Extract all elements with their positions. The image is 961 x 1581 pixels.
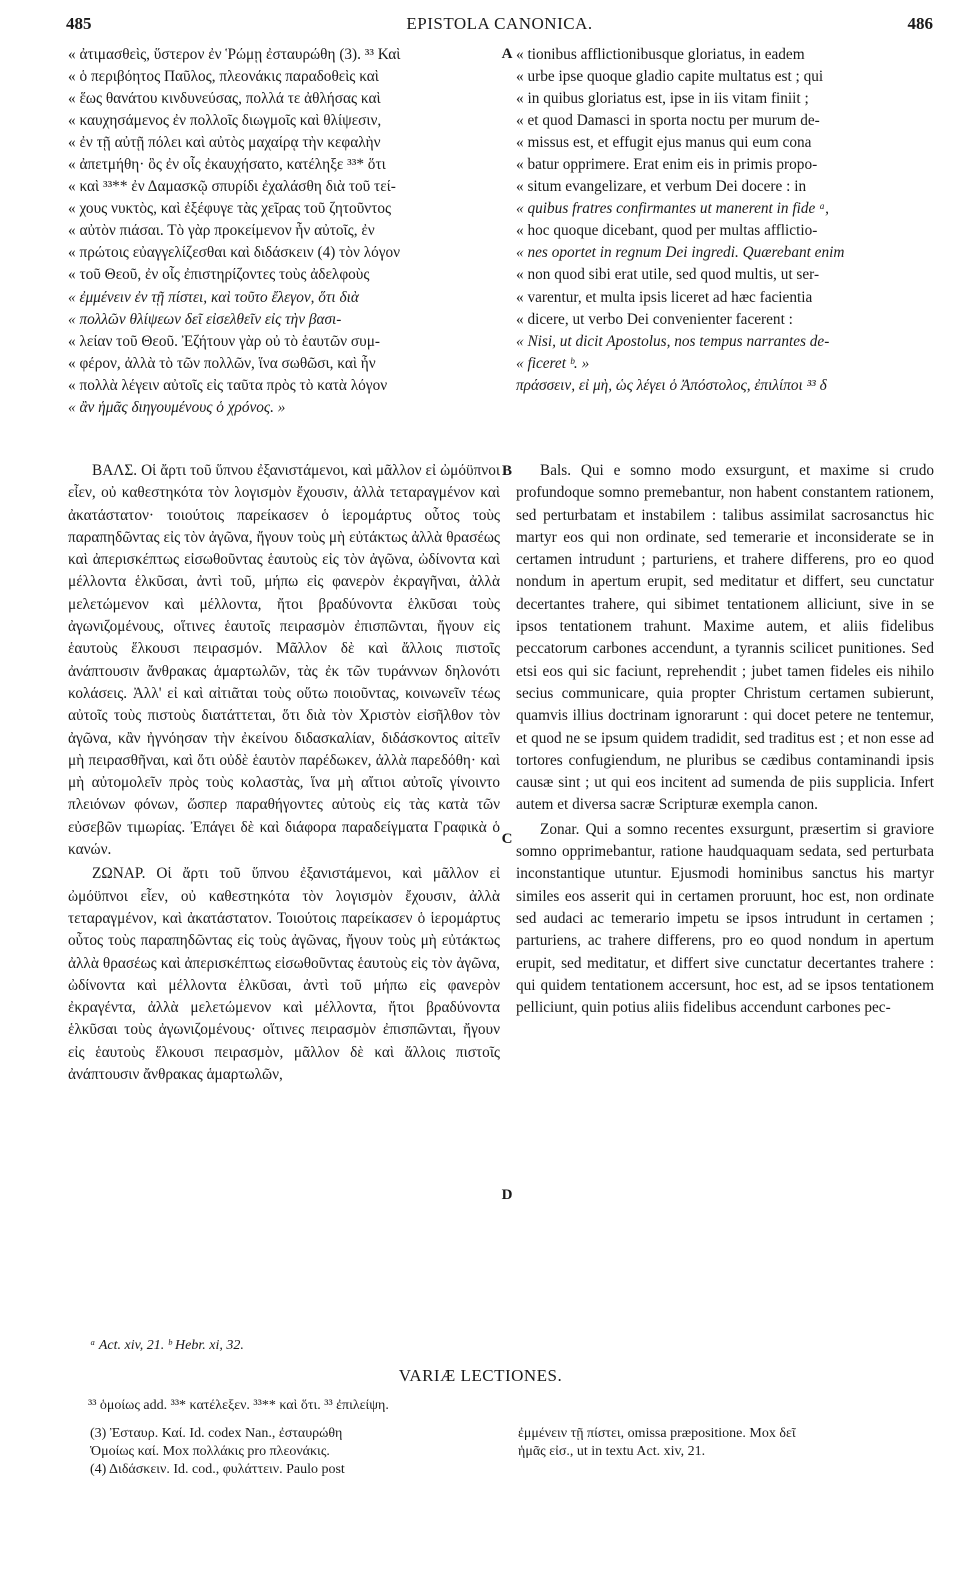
note-line: (4) Διδάσκειν. Id. cod., φυλάττειν. Paulo post	[90, 1462, 345, 1477]
text-line: « ἀπετμήθη· ὃς ἐν οἷς ἐκαυχήσατο, κατέληξε ³³* ὅτι	[68, 156, 386, 174]
text-line: « πολλῶν θλίψεων δεῖ εἰσελθεῖν εἰς τὴν βασι-	[68, 310, 342, 328]
text-line: « ὁ περιβόητος Παῦλος, πλεονάκις παραδοθεὶς καὶ	[68, 68, 379, 86]
editorial-notes-left	[90, 1425, 502, 1479]
text-line: « ἐμμένειν ἐν τῇ πίστει, καὶ τοῦτο ἔλεγον, ὅτι διὰ	[68, 288, 359, 306]
running-header	[66, 14, 933, 40]
text-line: « ἂν ἡμᾶς διηγουμένους ὁ χρόνος. »	[68, 398, 286, 416]
variae-lectiones-heading: VARIÆ LECTIONES.	[398, 1366, 563, 1385]
text-line: « ἕως θανάτου κινδυνεύσας, πολλά τε ἀθλήσας καὶ	[68, 90, 381, 108]
margin-letter-a: A	[501, 46, 513, 62]
margin-letter-b: B	[501, 463, 512, 479]
note-line: (3) Ἐσταυρ. Καί. Id. codex Nan., ἐσταυρώθη	[90, 1426, 343, 1441]
text-line: πράσσειν, εἰ μὴ, ὡς λέγει ὁ Ἀπόστολος, ἐπιλίποι ³³ δ	[516, 376, 827, 394]
text-line: « αὐτὸν πιάσαι. Τὸ γὰρ προκείμενον ἦν αὐτοῖς, ἐν	[68, 222, 375, 240]
editorial-notes-right	[518, 1425, 934, 1461]
text-line: « πρώτοις εὐαγγελίζεσθαι καὶ διδάσκειν (4) τὸν λόγον	[68, 244, 401, 262]
text-line: « batur opprimere. Erat enim eis in primis propo-	[516, 156, 818, 174]
text-line: « καὶ ³³** ἐν Δαμασκῷ σπυρίδι ἐχαλάσθη διὰ τοῦ τεί-	[68, 178, 396, 196]
variant-readings-row: ³³ ὁμοίως add. ³³* κατέλεξεν. ³³** καὶ ὅτι. ³³ ἐπιλείψη.	[88, 1398, 389, 1413]
text-line: « ἀτιμασθεὶς, ὕστερον ἐν Ῥώμῃ ἐσταυρώθη (3). ³³ Καὶ	[68, 46, 401, 63]
greek-quote-column	[68, 44, 502, 419]
margin-letter-d: D	[501, 1187, 513, 1203]
running-title: EPISTOLA CANONICA.	[406, 14, 593, 33]
text-line: « hoc quoque dicebant, quod per multas afflictio-	[516, 222, 818, 240]
text-line: « tionibus afflictionibusque gloriatus, in eadem	[516, 46, 805, 63]
page-number-left: 485	[66, 14, 92, 33]
note-line: ἐμμένειν τῇ πίστει, omissa præpositione. Mox δεῖ	[518, 1426, 796, 1441]
text-line: « dicere, ut verbo Dei convenienter facerent :	[516, 310, 793, 328]
text-line: « in quibus gloriatus est, ipse in iis vitam finiit ;	[516, 90, 809, 108]
note-line: ἡμᾶς εἰσ., ut in textu Act. xiv, 21.	[518, 1444, 706, 1459]
text-line: « non quod sibi erat utile, sed quod multis, ut ser-	[516, 266, 820, 284]
latin-quote-column	[516, 44, 934, 397]
text-line: « situm evangelizare, et verbum Dei docere : in	[516, 178, 807, 196]
text-line: « λείαν τοῦ Θεοῦ. Ἐζήτουν γὰρ οὐ τὸ ἑαυτῶν συμ-	[68, 332, 380, 350]
note-line: Ὁμοίως καί. Mox πολλάκις pro πλεονάκις.	[90, 1444, 330, 1459]
balsamon-latin-paragraph: Bals. Qui e somno modo exsurgunt, et maxime si crudo profundoque somno premebantur, non habent constantem rationem, sed perturbatam et instabilem : talibus assimilat sacrosanctus hic martyr eos qui non ordinate, sed temerarie et inconsiderate se in certamen intrudunt ; parturiens, et trahere differens, pro eo quod nondum in apertum erupit, sed meditatur et differt, seu cunctatur decertantes trahere, qui sibimet tentationem alliciunt, sive in se ipsos tentationem trahunt. Maxime autem, et aliis fidelibus peccatorum carbones accendunt, a tyrannis scilicet punitiones. Sed etsi eos qui sic faciunt, reprehendit ; jubet tamen fideles eis nihilo secius communicare, quia propter Christum certamen subierunt, quamvis illius doctrinam ignorarunt : qui docet petere ne tentemur, et quod ne se ipsum quidem tradidit, sed traditus est ; et non esse ad tortores confugiendum, ne pluribus se cædibus contaminandi ipsis causæ sint ; ut qui eos incitent ad sumenda de piis supplicia. Infert autem et diversa sacræ Scripturæ exempla canon.	[516, 462, 934, 814]
text-line: « quibus fratres confirmantes ut manerent in fide ᵃ,	[516, 200, 830, 218]
text-line: « varentur, et multa ipsis liceret ad hæc facientia	[516, 288, 813, 306]
text-line: « φέρον, ἀλλὰ τὸ τῶν πολλῶν, ἵνα σωθῶσι, καὶ ἦν	[68, 354, 376, 372]
margin-letter-c: C	[501, 831, 513, 847]
latin-commentary-column	[516, 460, 934, 1019]
text-line: « nes oportet in regnum Dei ingredi. Quærebant enim	[516, 244, 845, 262]
footnotes: ᵃ Act. xiv, 21. ᵇ Hebr. xi, 32.	[90, 1338, 244, 1353]
text-line: « Nisi, ut dicit Apostolus, nos tempus narrantes de-	[516, 332, 830, 350]
text-line: « missus est, et effugit ejus manus qui eum cona	[516, 134, 812, 152]
page-number-right: 486	[907, 14, 933, 33]
text-line: « καυχησάμενος ἐν πολλοῖς διωγμοῖς καὶ θλίψεσιν,	[68, 112, 382, 130]
greek-commentary-column	[68, 460, 500, 1086]
text-line: « et quod Damasci in sporta noctu per murum de-	[516, 112, 820, 130]
text-line: « urbe ipse quoque gladio capite multatus est ; qui	[516, 68, 824, 86]
text-line: « τοῦ Θεοῦ, ἐν οἷς ἐπιστηρίζοντες τοὺς ἀδελφοὺς	[68, 266, 370, 284]
text-line: « χους νυκτὸς, καὶ ἐξέφυγε τὰς χεῖρας τοῦ ζητοῦντος	[68, 200, 392, 218]
text-line: « ἐν τῇ αὐτῇ πόλει καὶ αὐτὸς μαχαίρᾳ τὴν κεφαλὴν	[68, 134, 381, 152]
text-line: « ficeret ᵇ. »	[516, 354, 590, 372]
balsamon-greek-paragraph: ΒΑΛΣ. Οἱ ἄρτι τοῦ ὕπνου ἐξανιστάμενοι, καὶ μᾶλλον εἰ ὠμόϋπνοι εἶεν, οὐ καθεστηκότα τὸν λογισμὸν ἔχουσιν, ἀλλὰ τεταραγμένον καὶ ἀκατάστατον· τοιούτοις παρείκασεν ὁ ἱερομάρτυς οὗτος τοὺς παραπηδῶντας εἰς τὸν ἀγῶνα, ἤγουν τοὺς μὴ εὐτάκτως ἀλλὰ θρασέως καὶ ἀπερισκέπτως εἰσωθοῦντας ἑαυτοὺς εἰς τὸν ἀγῶνα, ὠδίνοντα καὶ μέλλοντα ἑλκῦσαι, ἀντὶ τοῦ, μήπω εἰς φανερὸν ἐκραγῆναι, ἀλλὰ μελετώμενον καὶ μέλλοντα, ἤτοι βραδύνοντα ἑλκῦσαι τοὺς ἀγωνιζομένους, οἵτινες ἑαυτοῖς πειρασμὸν ἐπισπῶνται, ἤγουν εἰς ἑαυτοὺς ἕλκουσι πειρασμόν. Μᾶλλον δὲ καὶ ἄλλοις πιστοῖς ἀνάπτουσιν ἄνθρακας ἁμαρτωλῶν, τὰς ἐκ τῶν τυράννων δηλονότι κολάσεις. Ἀλλ' εἰ καὶ αἰτιᾶται τοὺς οὕτω ποιοῦντας, κοινωνεῖν τέως αὐτοῖς τοὺς πιστοὺς διατάττεται, ὅτι διὰ τὸν Χριστὸν εἰσῆλθον τὸν ἀγῶνα, κἂν ἠγνόησαν τὴν ἐκείνου διδασκαλίαν, διδάσκοντος αἰτεῖν μὴ πειρασθῆναι, καὶ ὅτι οὐδὲ ἑαυτὸν παρέδωκεν, ἀλλὰ παρεδόθη· καὶ μὴ αὐτομολεῖν πρὸς τοὺς κολαστὰς, ἵνα μὴ αἴτιοι αὐτοῖς γίνοιντο πλειόνων φόνων, ὥσπερ παραθήγοντες αὐτοὺς εἰς τὰς κατὰ τῶν εὐσεβῶν τιμωρίας. Ἐπάγει δὲ καὶ διάφορα παραδείγματα Γραφικὰ ὁ κανών.	[68, 462, 500, 859]
zonaras-latin-paragraph: Zonar. Qui a somno recentes exsurgunt, præsertim si graviore somno opprimebantur, ratione haudquaquam sedata, sed perturbata inconstantique utuntur. Ejusmodi hominibus sanctus his martyr similes eos asserit qui in certamen proruunt, hoc est, non ordinate sed audaci ac temerario impetu se ipsos intrudunt in certamen ; parturiens, ac trahere differens, pro eo quod nondum in apertum erupit, sed meditatur, et differt sive cunctatur decertantes trahere : qui quidem tentationem accersunt, hoc est, ad se ipsos tentationem pelliciunt, quin potius aliis fidelibus accendunt carbones pec-	[516, 820, 934, 1017]
text-line: « πολλὰ λέγειν αὐτοῖς εἰς ταῦτα πρὸς τὸ κατὰ λόγον	[68, 376, 388, 394]
zonaras-greek-paragraph: ΖΩΝΑΡ. Οἱ ἄρτι τοῦ ὕπνου ἐξανιστάμενοι, καὶ μᾶλλον εἰ ὠμόϋπνοι εἶεν, οὐ καθεστηκότα τὸν λογισμὸν ἔχουσιν, ἀλλὰ τεταραγμένον, καὶ ἀκατάστατον. Τοιούτοις παρείκασεν ὁ ἱερομάρτυς οὗτος τοὺς παραπηδῶντας εἰς τοὺς ἀγῶνας, ἤγουν τοὺς μὴ εὐτάκτως ἀλλὰ θρασέως καὶ ἀπερισκέπτως εἰσωθοῦντας ἑαυτοὺς εἰς τὸν ἀγῶνα, ὠδίνοντα καὶ μέλλοντα ἑλκῦσαι, ἀντὶ τοῦ μήπω εἰς φανερὸν ἐκραγέντα, ἀλλὰ μελετώμενον καὶ μέλλοντα, ἤτοι βραδύνοντα ἑλκῦσαι τοὺς ἀγωνιζομένους· οἵτινες πειρασμὸν ἐπισπῶνται, ἤγουν εἰς ἑαυτοὺς ἕλκουσι πειρασμὸν, μᾶλλον δὲ καὶ ἄλλοις πιστοῖς ἀνάπτουσιν ἄνθρακας ἁμαρτωλῶν,	[68, 865, 500, 1084]
